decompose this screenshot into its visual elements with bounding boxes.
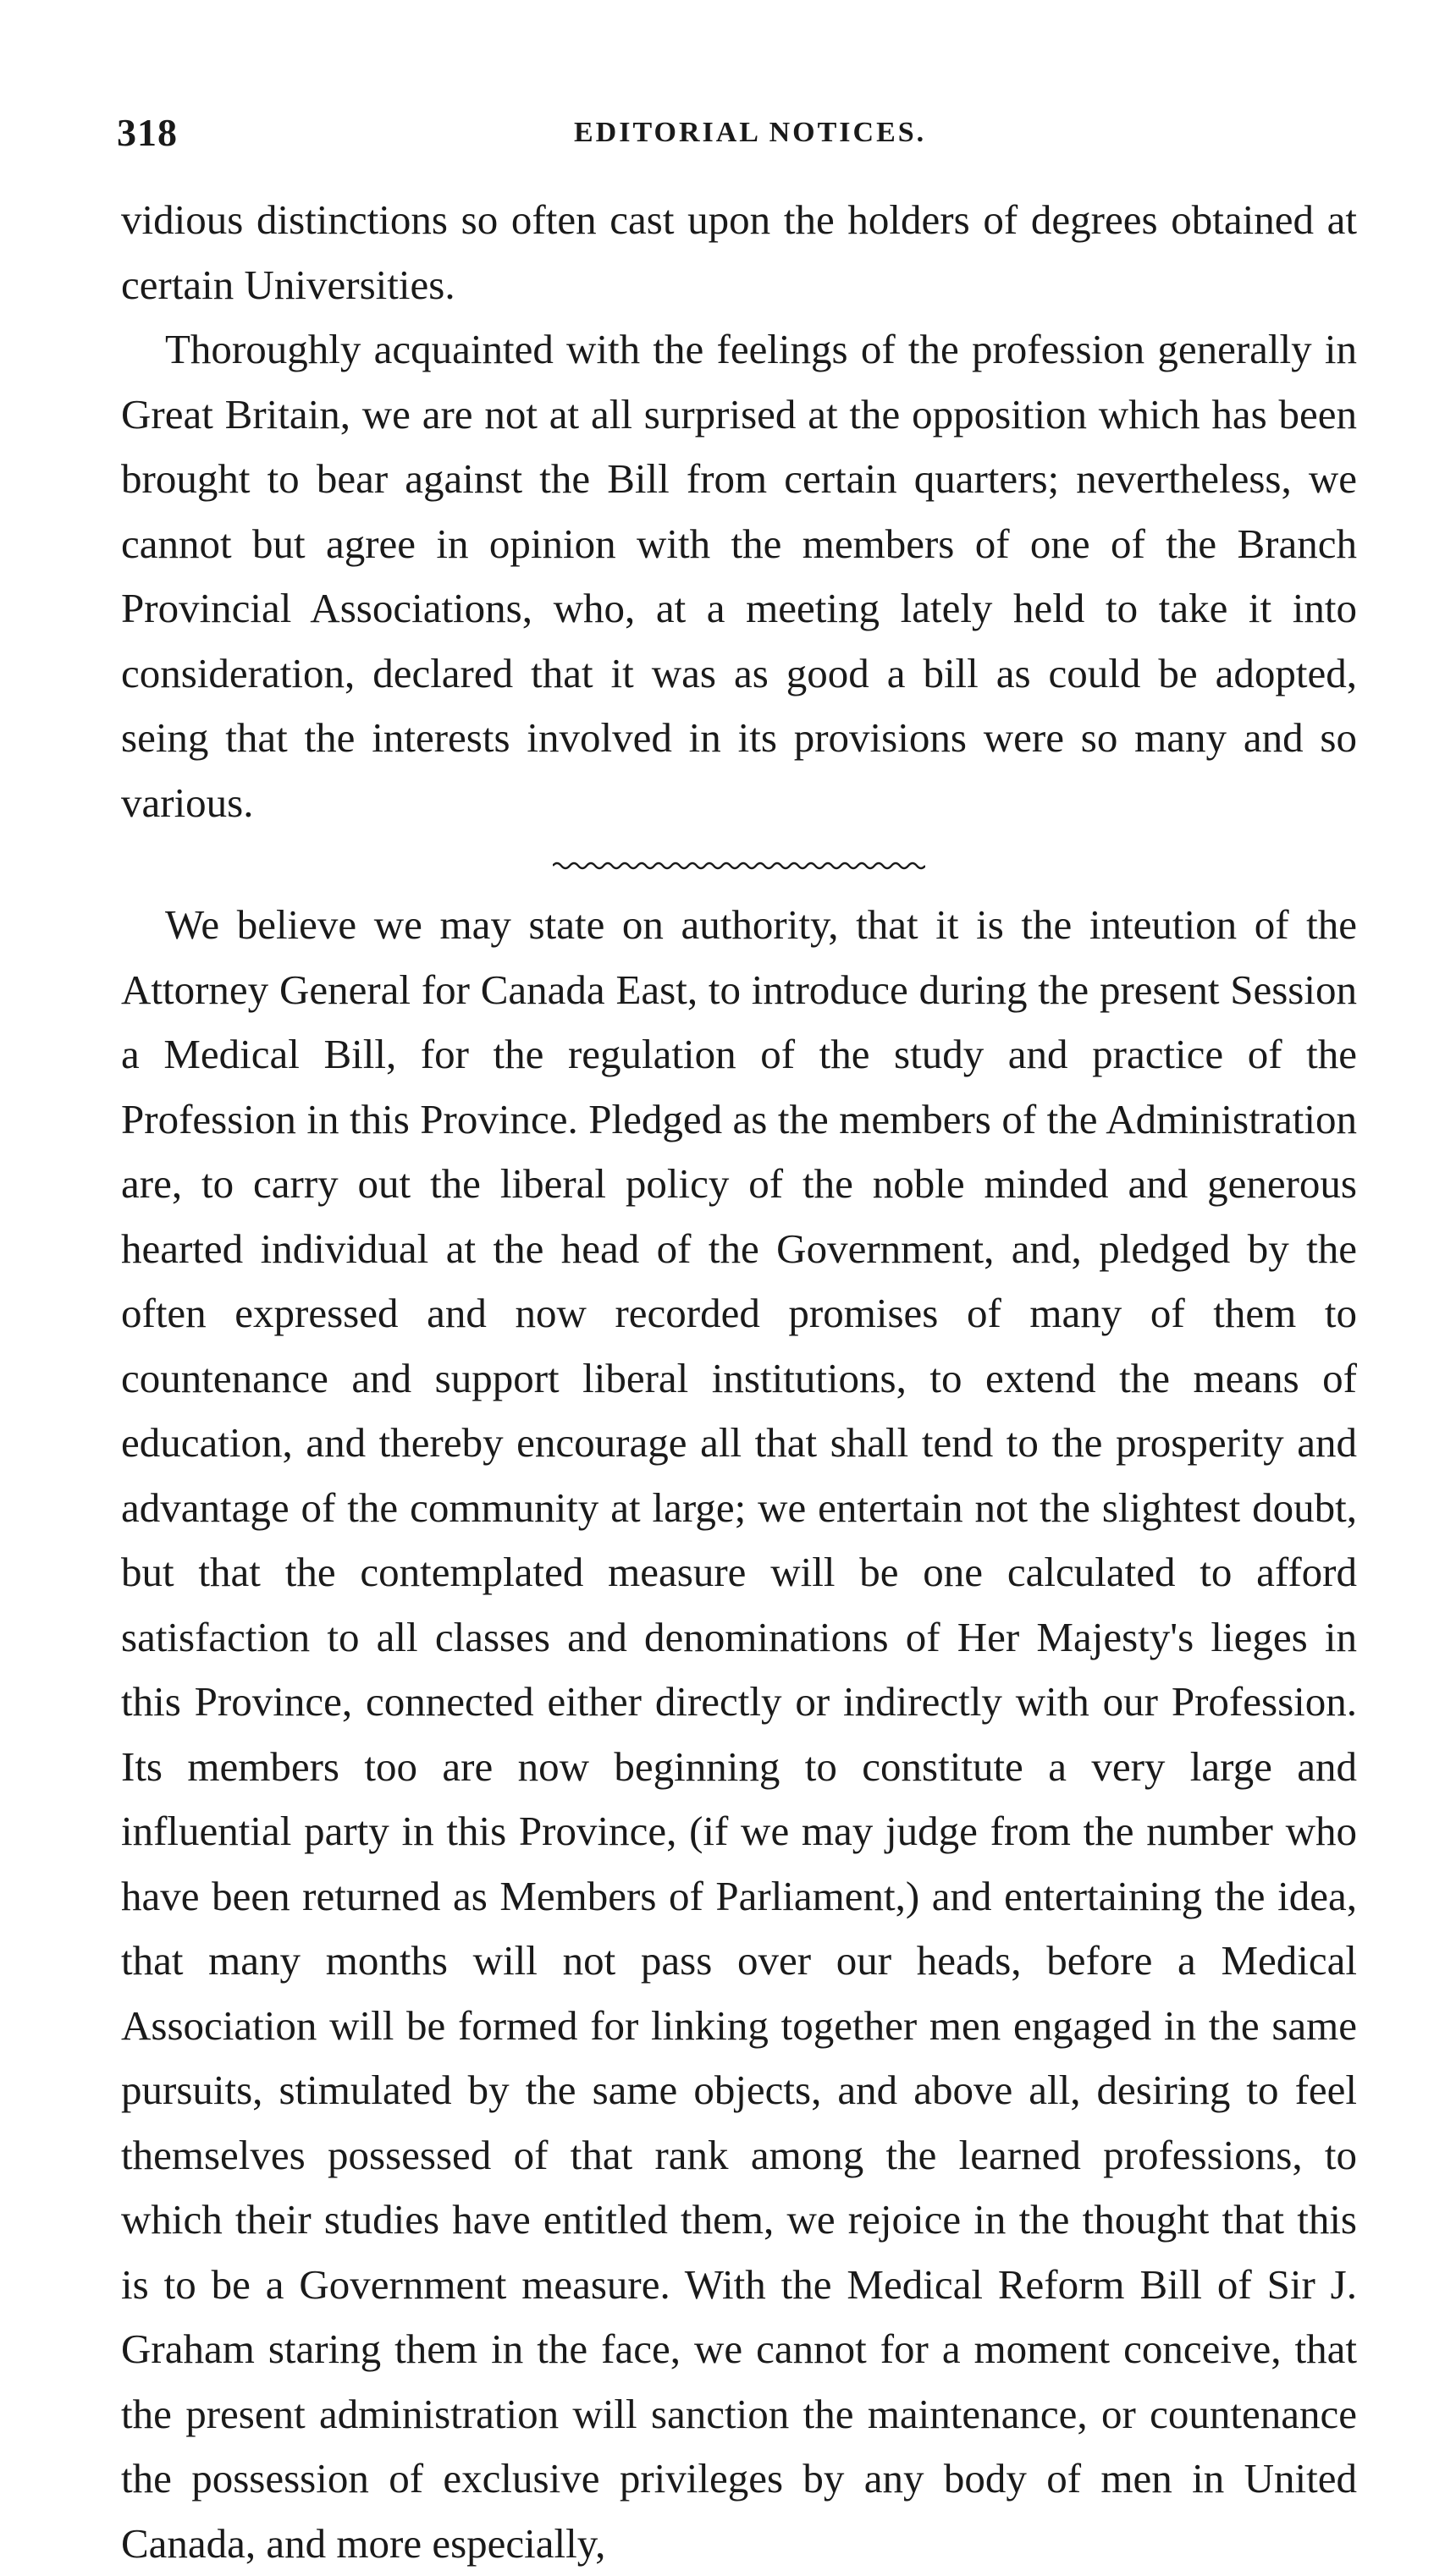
page-header — [117, 110, 1361, 161]
paragraph-bill-opposition: Thoroughly acquainted with the feelings of the profession generally in Great Britain, we are not at all surprised at the opposition which has been brought to bear against the Bill from certain quarters; nevertheless, we cannot but agree in opinion with the members of one of the Branch Provincial Associations, who, at a meeting lately held to take it into consideration, declared that it was as good a bill as could be adopted, seing that the interests involved in its provisions were so many and so various. — [121, 326, 1357, 826]
section-divider-ornament — [553, 857, 925, 874]
page-number: 318 — [117, 111, 178, 154]
paragraph-continuation: vidious distinctions so often cast upon the holders of degrees obtained at certain Universities. — [121, 196, 1357, 308]
running-head: EDITORIAL NOTICES. — [574, 117, 927, 148]
paragraph-medical-bill: We believe we may state on authority, that it is the inteution of the Attorney General for Canada East, to introduce during the present Session a Medical Bill, for the regulation of the study and practice of the Profession in this Province. Pledged as the members of the Administration are, to carry out the liberal policy of the noble minded and generous hearted individual at the head of the Government, and, pledged by the often expressed and now recorded promises of many of them to countenance and support liberal institutions, to extend the means of education, and thereby encourage all that shall tend to the prosperity and advantage of the community at large; we entertain not the slightest doubt, but that the contemplated measure will be one calculated to afford satisfaction to all classes and denominations of Her Majesty's lieges in this Province, connected either directly or indirectly with our Profession. Its members too are now beginning to constitute a very large and influential party in this Province, (if we may judge from the number who have been returned as Members of Parliament,) and entertaining the idea, that many months will not pass over our heads, before a Medical Association will be formed for linking together men engaged in the same pursuits, stimulated by the same objects, and above all, desiring to feel themselves possessed of that rank among the learned professions, to which their studies have entitled them, we rejoice in the thought that this is to be a Government measure. With the Medical Reform Bill of Sir J. Graham staring them in the face, we cannot for a moment conceive, that the present administration will sanction the maintenance, or countenance the possession of exclusive privileges by any body of men in United Canada, and more especially, — [121, 901, 1357, 2567]
page-body — [121, 188, 1357, 2576]
